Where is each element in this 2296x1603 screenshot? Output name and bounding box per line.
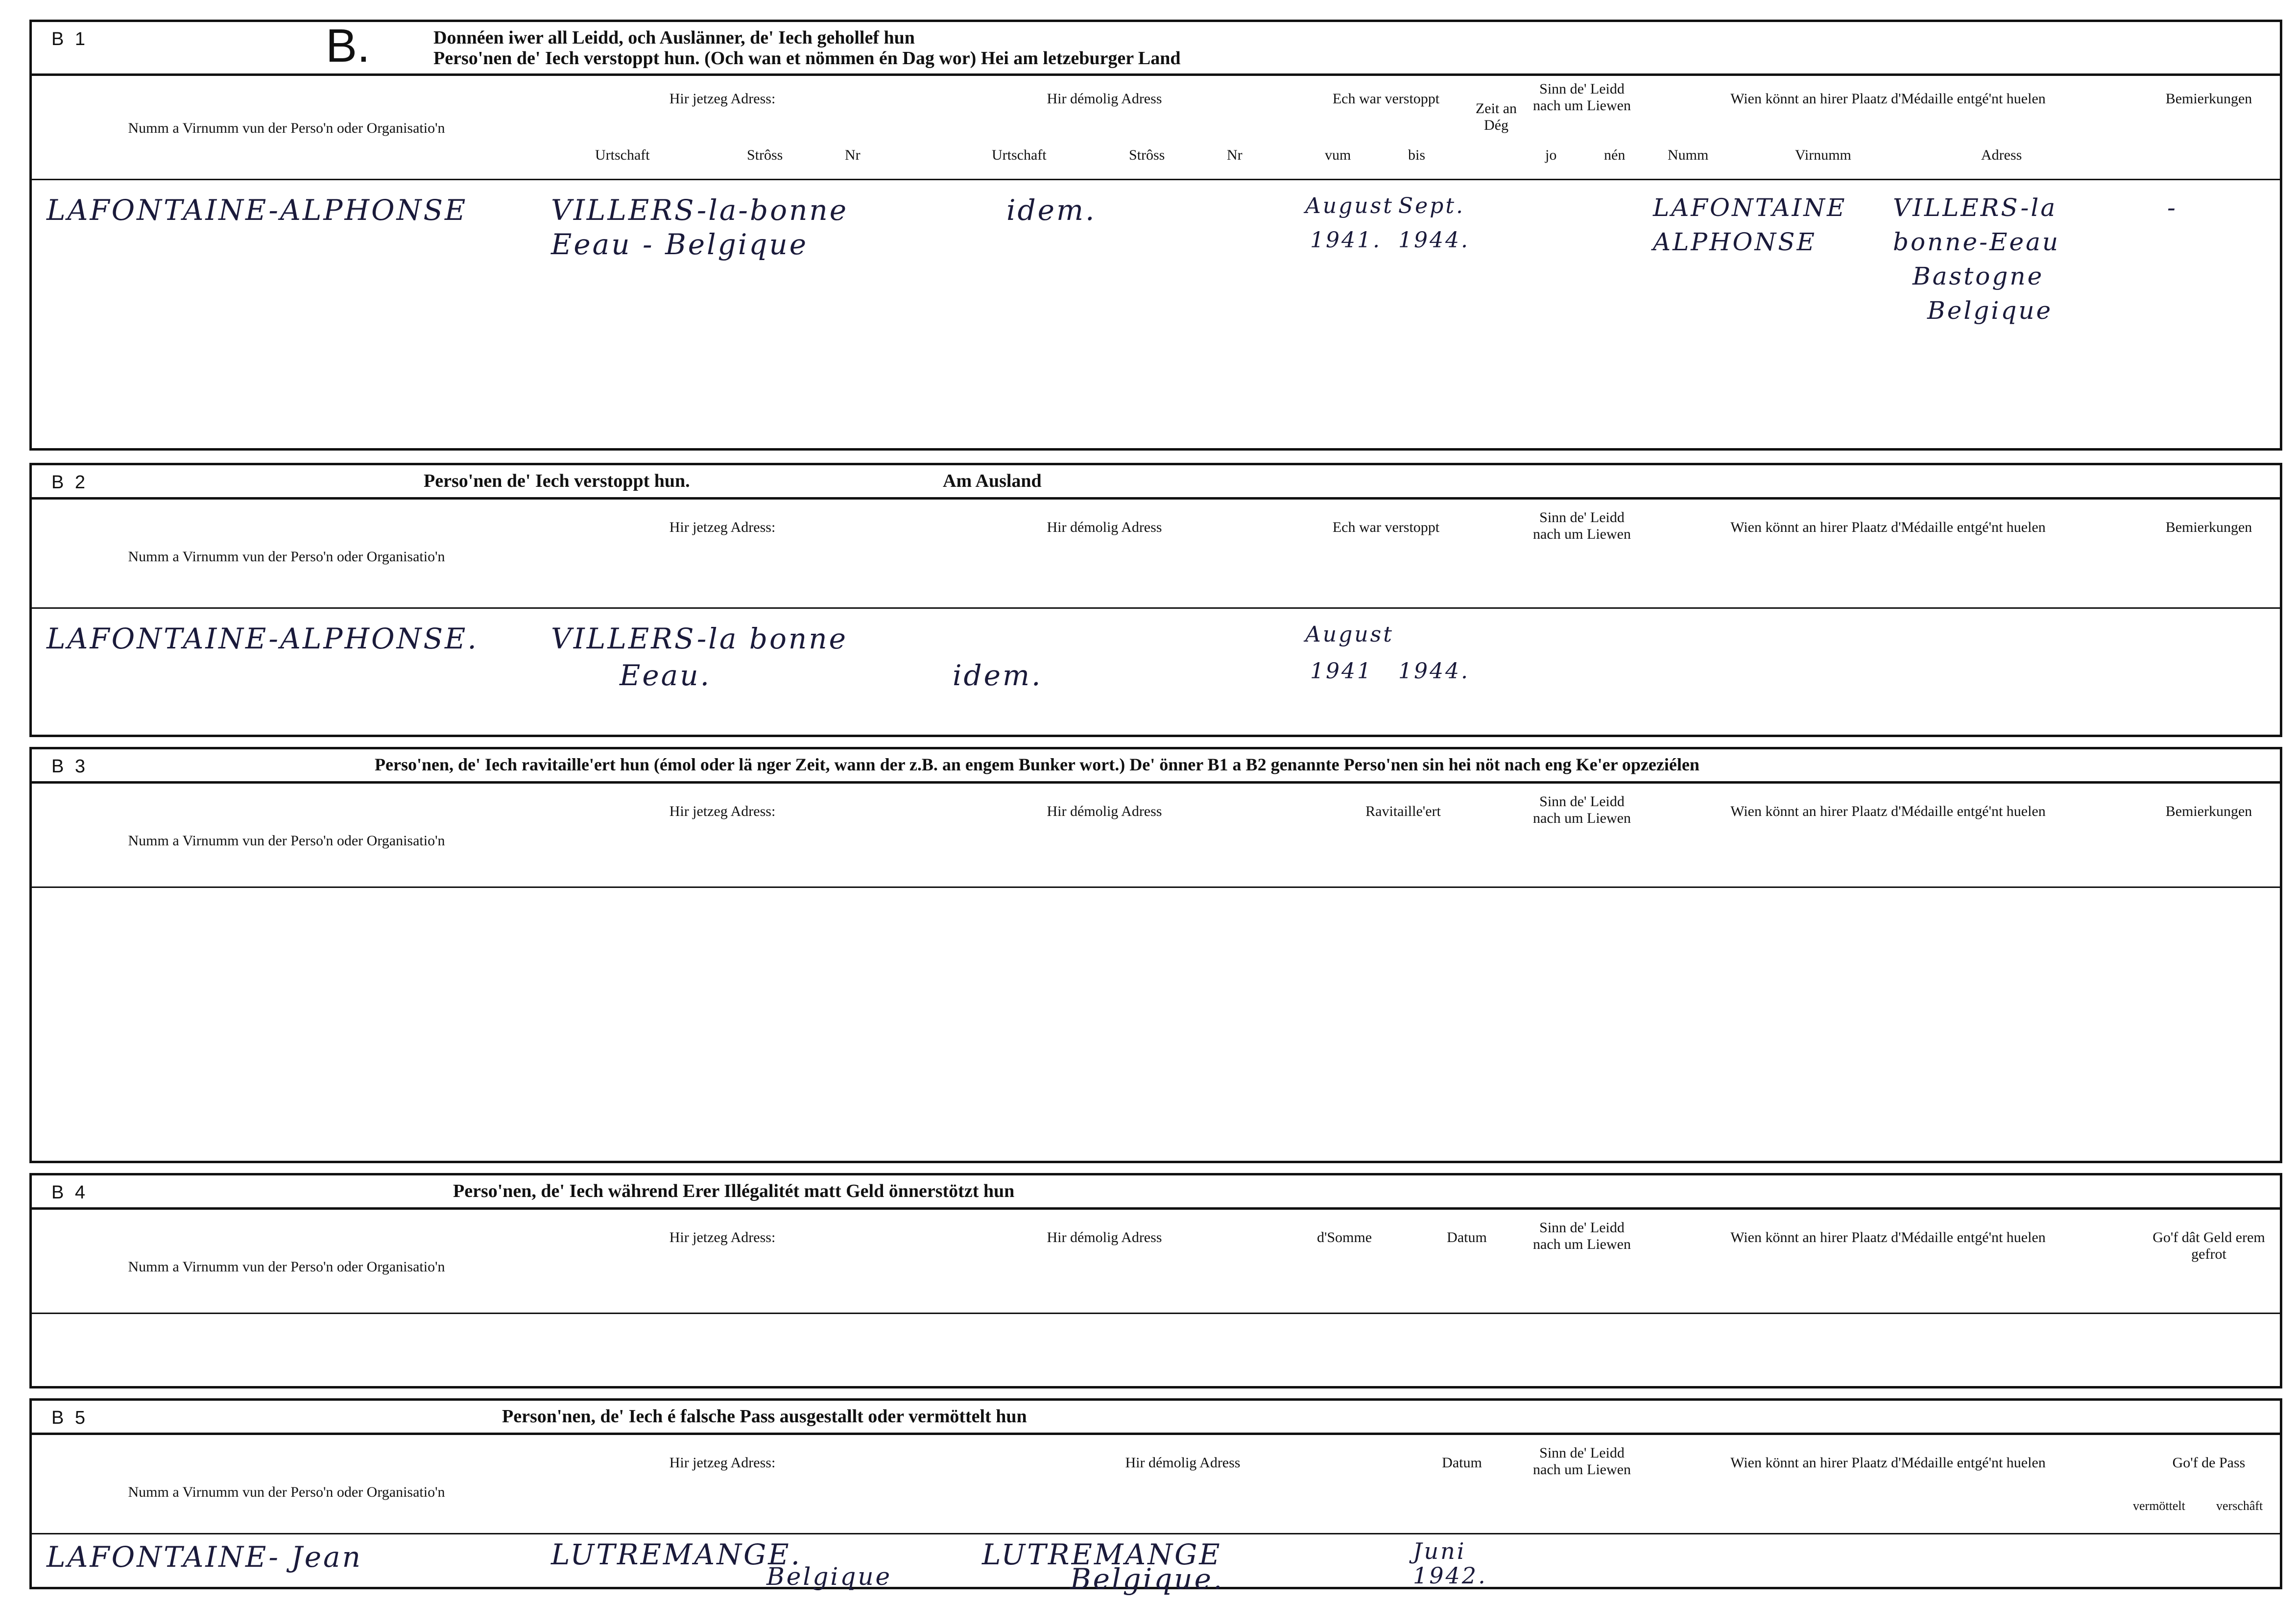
entry-date-2: 1942. <box>1413 1562 1487 1589</box>
entry-hidden-from-1: August <box>1305 622 1394 647</box>
col-medal: Wien könnt an hirer Plaatz d'Médaille entgé'nt huelen <box>1730 803 2046 819</box>
section-id: B 1 <box>51 29 89 49</box>
entry-current-address-1: VILLERS-la-bonne <box>551 193 849 227</box>
col-medal: Wien könnt an hirer Plaatz d'Médaille entgé'nt huelen <box>1730 1455 2046 1471</box>
entry-previous-address-1: LUTREMANGE <box>982 1538 1222 1571</box>
col-previous-address: Hir démolig Adress <box>1047 803 1162 819</box>
col-name-header: Numm a Virnumm vun der Perso'n oder Organisatio'n <box>128 1484 445 1500</box>
sub-town: Urtschaft <box>595 147 650 163</box>
section-b2-header <box>32 465 2280 500</box>
entry-medal-address-4: Belgique <box>1927 296 2053 325</box>
section-id: B 2 <box>51 472 89 493</box>
section-b4-header <box>32 1175 2280 1210</box>
questionnaire-sheet <box>29 20 2282 1597</box>
col-current-address: Hir jetzeg Adress: <box>669 1455 776 1471</box>
col-date: Datum <box>1447 1229 1487 1245</box>
header-divider <box>32 1533 2280 1534</box>
section-b3-header <box>32 749 2280 784</box>
entry-date-1: Juni <box>1413 1538 1466 1564</box>
section-title: Person'nen, de' Iech é falsche Pass ausgestallt oder vermöttelt hun <box>502 1406 1027 1427</box>
sub-bought: verschâft <box>2216 1499 2263 1513</box>
section-title-right: Am Ausland <box>943 471 1042 491</box>
entry-current-address-2: Eeau - Belgique <box>551 228 809 261</box>
sub-street: Strôss <box>747 147 783 163</box>
sub-address: Adress <box>1981 147 2022 163</box>
entry-previous-address: idem. <box>953 659 1043 692</box>
col-current-address: Hir jetzeg Adress: <box>669 91 776 107</box>
entry-medal-address-2: bonne-Eeau <box>1893 228 2060 256</box>
sub-first-name: Virnumm <box>1795 147 1851 163</box>
col-alive: Sinn de' Leidd nach um Liewen <box>1533 1220 1631 1252</box>
entry-current-address-1: VILLERS-la bonne <box>551 622 848 655</box>
section-id: B 5 <box>51 1408 89 1428</box>
sub-from: vum <box>1325 147 1351 163</box>
section-b5 <box>29 1398 2282 1596</box>
col-current-address: Hir jetzeg Adress: <box>669 519 776 535</box>
entry-medal-name-1: LAFONTAINE <box>1653 193 1847 222</box>
entry-previous-address: idem. <box>1006 193 1097 227</box>
sub-yes: jo <box>1545 147 1557 163</box>
sub-name: Numm <box>1668 147 1709 163</box>
col-medal: Wien könnt an hirer Plaatz d'Médaille entgé'nt huelen <box>1730 519 2046 535</box>
section-title: Perso'nen, de' Iech während Erer Illégalitét matt Geld önnerstötzt hun <box>453 1181 1015 1201</box>
section-title: Perso'nen, de' Iech ravitaille'ert hun (émol oder lä nger Zeit, wann der z.B. an engem Bunker wort.) De' önner B1 a B2 genannte Perso'nen sin hei nöt nach eng Ke'er opzeziélen <box>375 755 1699 774</box>
section-b2 <box>29 463 2282 737</box>
entry-hidden-from-1: August <box>1305 193 1394 218</box>
col-medal: Wien könnt an hirer Plaatz d'Médaille entgé'nt huelen <box>1730 91 2046 107</box>
col-name-header: Numm a Virnumm vun der Perso'n oder Organisatio'n <box>128 549 445 565</box>
entry-name: LAFONTAINE-ALPHONSE. <box>47 622 478 655</box>
section-id: B 4 <box>51 1182 89 1203</box>
sub-to: bis <box>1408 147 1426 163</box>
entry-current-address-1: LUTREMANGE. <box>551 1538 802 1571</box>
sub-street: Strôss <box>1129 147 1165 163</box>
entry-hidden-to-1: Sept. <box>1398 193 1465 218</box>
entry-medal-address-3: Bastogne <box>1913 262 2044 290</box>
col-previous-address: Hir démolig Adress <box>1047 1229 1162 1245</box>
col-sum: d'Somme <box>1316 1229 1372 1245</box>
entry-hidden-to-2: 1944. <box>1398 228 1470 253</box>
col-hidden: Ech war verstoppt <box>1332 519 1440 535</box>
col-name-header: Numm a Virnumm vun der Perso'n oder Organisatio'n <box>128 120 445 136</box>
entry-name: LAFONTAINE- Jean <box>47 1540 362 1574</box>
col-previous-address: Hir démolig Adress <box>1125 1455 1241 1471</box>
col-hidden: Ech war verstoppt <box>1332 91 1440 107</box>
section-b1-header <box>32 22 2280 76</box>
header-divider <box>32 886 2280 888</box>
section-title: Donnéen iwer all Leidd, och Auslänner, de' Iech gehollef hun <box>433 27 915 48</box>
sub-nr: Nr <box>845 147 861 163</box>
col-supplied: Ravitaille'ert <box>1365 803 1441 819</box>
col-current-address: Hir jetzeg Adress: <box>669 1229 776 1245</box>
entry-hidden-from-2: 1941. <box>1310 228 1382 253</box>
section-b3 <box>29 747 2282 1163</box>
col-time: Zeit an Dég <box>1475 100 1517 133</box>
entry-hidden-from-2: 1941 <box>1310 659 1373 684</box>
sub-nr: Nr <box>1227 147 1243 163</box>
col-remarks: Bemierkungen <box>2165 91 2252 107</box>
col-name-header: Numm a Virnumm vun der Perso'n oder Organisatio'n <box>128 833 445 849</box>
entry-previous-address-2: Belgique. <box>1070 1562 1224 1596</box>
entry-remark: - <box>2167 193 2177 222</box>
sub-sold: vermöttelt <box>2133 1499 2185 1513</box>
entry-medal-address-1: VILLERS-la <box>1893 193 2057 222</box>
col-alive: Sinn de' Leidd nach um Liewen <box>1533 509 1631 542</box>
header-divider <box>32 1313 2280 1314</box>
sub-town: Urtschaft <box>992 147 1047 163</box>
col-alive: Sinn de' Leidd nach um Liewen <box>1533 81 1631 114</box>
col-previous-address: Hir démolig Adress <box>1047 91 1162 107</box>
section-subtitle: Perso'nen de' Iech verstoppt hun. (Och wan et nömmen én Dag wor) Hei am letzeburger Land <box>433 48 1181 69</box>
entry-current-address-2: Eeau. <box>620 659 712 692</box>
header-divider <box>32 607 2280 609</box>
entry-medal-name-2: ALPHONSE <box>1653 228 1817 256</box>
section-b4 <box>29 1173 2282 1388</box>
col-previous-address: Hir démolig Adress <box>1047 519 1162 535</box>
col-pass: Go'f de Pass <box>2172 1455 2246 1471</box>
header-divider <box>32 179 2280 180</box>
section-b1 <box>29 20 2282 451</box>
col-remarks: Bemierkungen <box>2165 803 2252 819</box>
col-money-returned: Go'f dât Geld erem gefrot <box>2152 1229 2265 1262</box>
col-alive: Sinn de' Leidd nach um Liewen <box>1533 793 1631 826</box>
entry-current-address-2: Belgique <box>766 1562 892 1591</box>
col-name-header: Numm a Virnumm vun der Perso'n oder Organisatio'n <box>128 1259 445 1275</box>
col-alive: Sinn de' Leidd nach um Liewen <box>1533 1445 1631 1478</box>
col-medal: Wien könnt an hirer Plaatz d'Médaille entgé'nt huelen <box>1730 1229 2046 1245</box>
sub-no: nén <box>1604 147 1626 163</box>
section-b5-header <box>32 1401 2280 1435</box>
section-title: Perso'nen de' Iech verstoppt hun. <box>424 471 690 491</box>
entry-hidden-to-2: 1944. <box>1398 659 1470 684</box>
col-remarks: Bemierkungen <box>2165 519 2252 535</box>
col-current-address: Hir jetzeg Adress: <box>669 803 776 819</box>
entry-name: LAFONTAINE-ALPHONSE <box>47 193 468 227</box>
section-id: B 3 <box>51 756 89 777</box>
col-date: Datum <box>1442 1455 1482 1471</box>
section-letter: B. <box>326 20 370 72</box>
